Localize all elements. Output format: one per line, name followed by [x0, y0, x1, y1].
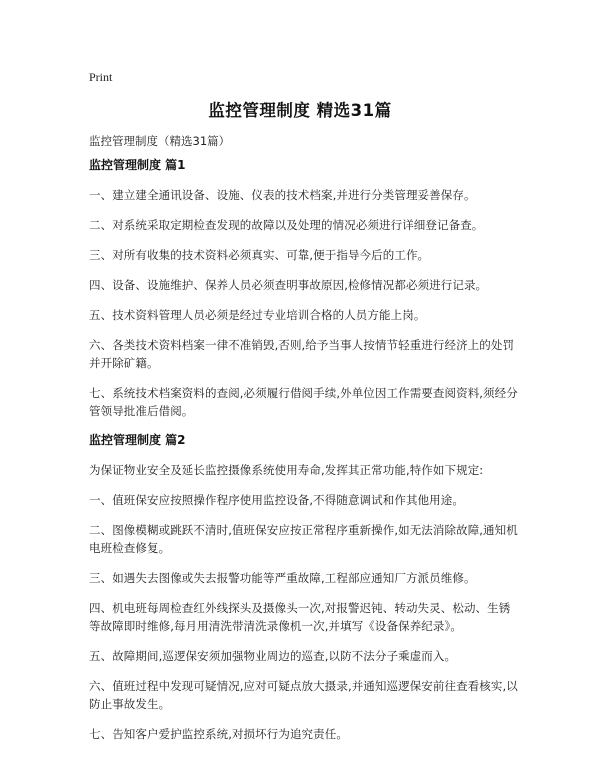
- section2-item-1: 一、值班保安应按照操作程序使用监控设备,不得随意调试和作其他用途。: [89, 493, 464, 507]
- section1-item-2: 二、对系统采取定期检查发现的故障以及处理的情况必须进行详细登记备查。: [89, 218, 484, 232]
- section-heading-2: 监控管理制度 篇2: [89, 433, 186, 447]
- section2-item-6: 六、值班过程中发现可疑情况,应对可疑点放大摄录,并通知巡逻保安前往查看核实,以防止事故发生。: [89, 679, 518, 711]
- section2-item-4: 四、机电班每周检查红外线探头及摄像头一次,对报警迟钝、转动失灵、松动、生锈等故障即时维修,每月用清洗带清洗录像机一次,并填写《设备保养纪录》。: [89, 601, 511, 633]
- document-subtitle: 监控管理制度（精选31篇）: [89, 134, 231, 148]
- section1-item-1: 一、建立建全通讯设备、设施、仪表的技术档案,并进行分类管理妥善保存。: [89, 188, 476, 202]
- section2-intro: 为保证物业安全及延长监控摄像系统使用寿命,发挥其正常功能,特作如下规定:: [89, 463, 484, 477]
- section2-item-7: 七、告知客户爱护监控系统,对损坏行为追究责任。: [89, 727, 348, 741]
- page-title: 监控管理制度 精选31篇: [208, 101, 392, 120]
- section1-item-4: 四、设备、设施维护、保养人员必须查明事故原因,检修情况都必须进行记录。: [89, 278, 488, 292]
- section1-item-3: 三、对所有收集的技术资料必须真实、可靠,便于指导今后的工作。: [89, 248, 430, 262]
- section1-item-5: 五、技术资料管理人员必须是经过专业培训合格的人员方能上岗。: [89, 308, 426, 322]
- section2-item-5: 五、故障期间,巡逻保安须加强物业周边的巡查,以防不法分子乘虚而入。: [89, 649, 457, 663]
- document-body: [89, 157, 521, 755]
- section2-item-3: 三、如遇失去图像或失去报警功能等严重故障,工程部应通知厂方派员维修。: [89, 571, 476, 585]
- section-heading-1: 监控管理制度 篇1: [89, 158, 186, 172]
- section1-item-6: 六、各类技术资料档案一律不准销毁,否则,给予当事人按情节轻重进行经济上的处罚并开除矿籍。: [89, 338, 515, 370]
- print-label[interactable]: Print: [89, 70, 113, 84]
- section1-item-7: 七、系统技术档案资料的查阅,必须履行借阅手续,外单位因工作需要查阅资料,须经分管领导批准后借阅。: [89, 386, 518, 418]
- section2-item-2: 二、图像模糊或跳跃不清时,值班保安应按正常程序重新操作,如无法消除故障,通知机电班检查修复。: [89, 523, 518, 555]
